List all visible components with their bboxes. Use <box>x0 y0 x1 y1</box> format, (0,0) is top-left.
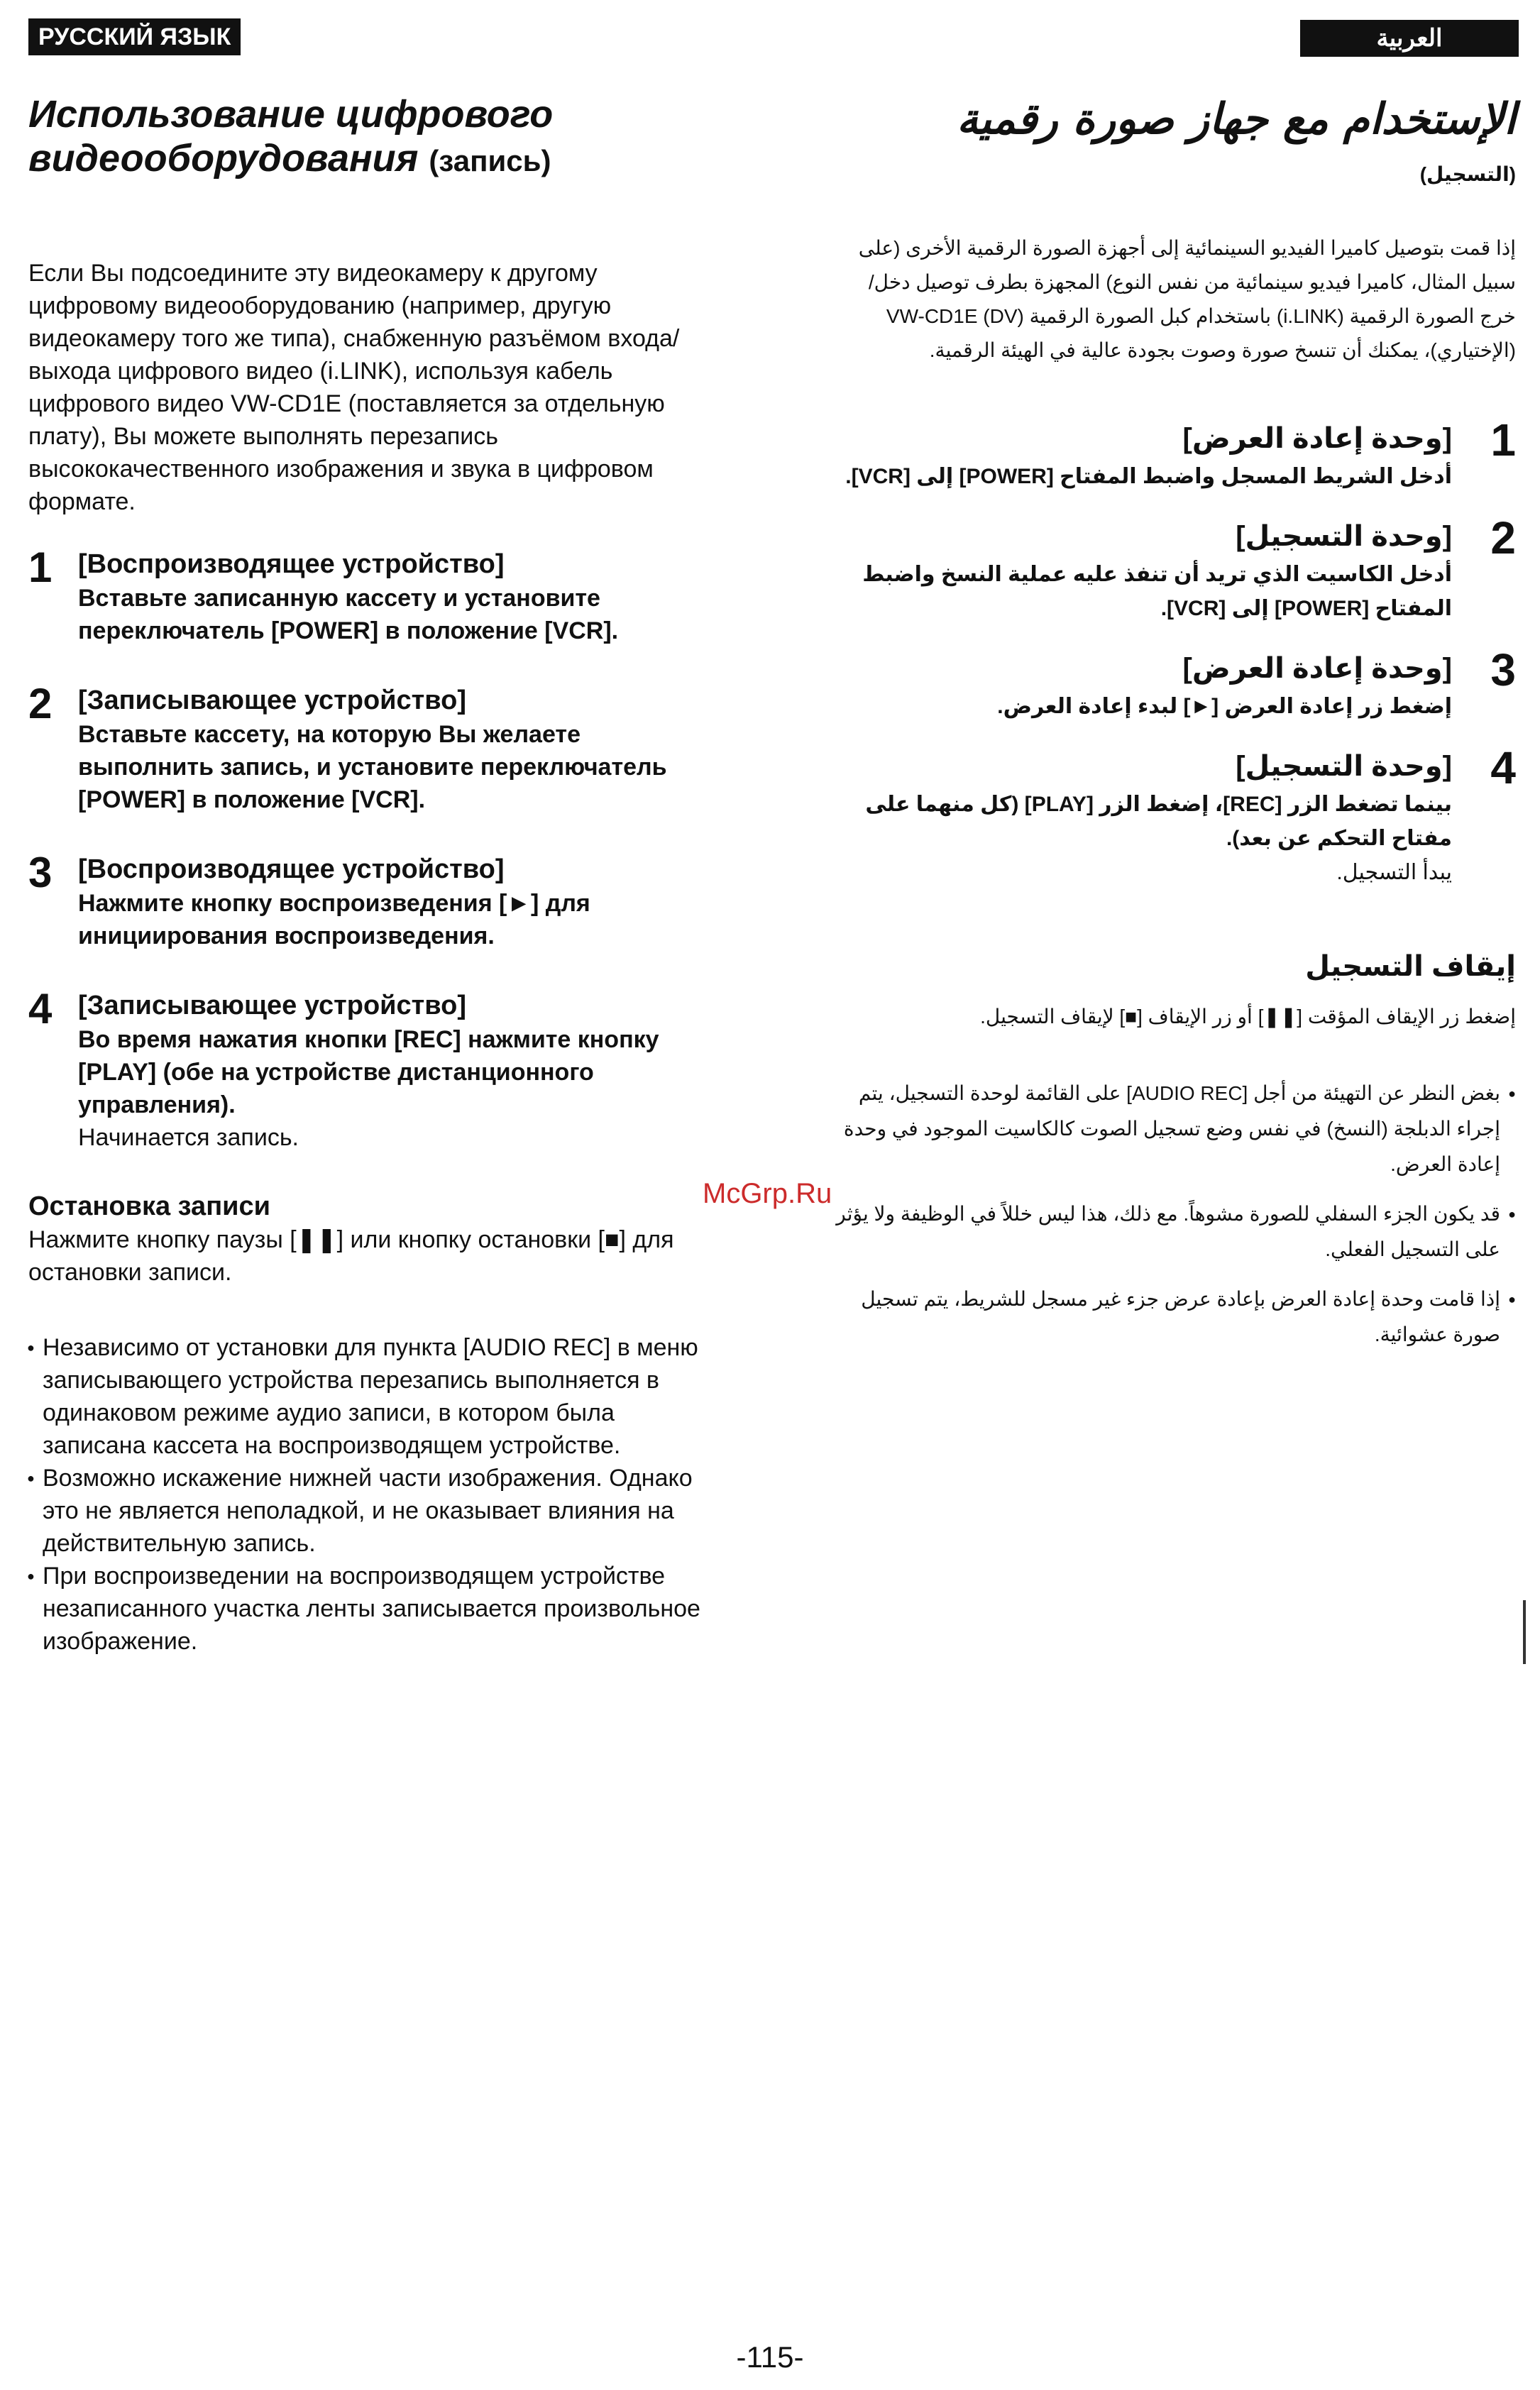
step-text: بينما تضغط الزر [REC]، إضغط الزر [PLAY] (كل منهما على مفتاح التحكم عن بعد). <box>865 793 1452 850</box>
title-line-2: видеооборудования <box>28 137 419 180</box>
stop-recording-title-ru: Остановка записи <box>28 1191 270 1221</box>
step-text: Вставьте кассету, на которую Вы желаете выполнить запись, и установите переключатель [POWER] в положение [VCR]. <box>78 721 667 813</box>
language-label-arabic: العربية <box>1300 20 1519 57</box>
page-number: -115- <box>736 2340 804 2374</box>
step-2-ar <box>835 512 1516 626</box>
russian-column <box>28 92 710 1658</box>
step-number: 3 <box>28 849 53 896</box>
step-text: Вставьте записанную кассету и установите переключатель [POWER] в положение [VCR]. <box>78 585 619 644</box>
step-note: Начинается запись. <box>78 1124 299 1151</box>
title-line-1: Использование цифрового <box>28 93 554 136</box>
step-heading: [Воспроизводящее устройство] <box>78 549 505 579</box>
note-item: ● При воспроизведении на воспроизводящем устройстве незаписанного участка ленты записывается произвольное изображение. <box>28 1560 710 1658</box>
step-text: Нажмите кнопку воспроизведения [►] для инициирования воспроизведения. <box>78 890 590 949</box>
step-1-ar <box>835 414 1516 494</box>
step-3-ar <box>835 644 1516 724</box>
note-item: ● إذا قامت وحدة إعادة العرض بإعادة عرض جزء غير مسجل للشريط، يتم تسجيل صورة عشوائية. <box>835 1282 1516 1353</box>
notes-list-ru <box>28 1331 710 1658</box>
step-number: 4 <box>28 985 53 1032</box>
step-number: 1 <box>1490 414 1516 466</box>
watermark: McGrp.Ru <box>703 1178 832 1209</box>
step-3-ru <box>28 849 710 952</box>
intro-paragraph-ru: Если Вы подсоедините эту видеокамеру к другому цифровому видеооборудованию (например, другую видеокамеру того же типа), снабженную разъёмом входа/выхода цифрового видео (i.LINK), используя кабель цифрового видео VW-CD1E (поставляется за отдельную плату), Вы можете выполнять перезапись высококачественного изображения и звука в цифровом формате. <box>28 260 680 515</box>
arabic-column <box>835 92 1516 1367</box>
step-4-ar <box>835 742 1516 890</box>
step-text: Во время нажатия кнопки [REC] нажмите кнопку [PLAY] (обе на устройстве дистанционного управления). <box>78 1026 659 1118</box>
step-heading: [وحدة التسجيل] <box>1236 751 1452 782</box>
page-title-ru <box>28 92 710 183</box>
step-number: 2 <box>1490 512 1516 563</box>
note-item: ● بغض النظر عن التهيئة من أجل [AUDIO REC] على القائمة لوحدة التسجيل، يتم إجراء الدبلجة (النسخ) في نفس وضع تسجيل الصوت كالكاسيت الموجود في وحدة إعادة العرض. <box>835 1076 1516 1182</box>
note-item: ● Независимо от установки для пункта [AUDIO REC] в меню записывающего устройства перезапись выполняется в одинаковом режиме аудио записи, в котором была записана кассета на воспроизводящем устройстве. <box>28 1331 710 1462</box>
page-subtitle-ar: (التسجيل) <box>1419 163 1516 185</box>
notes-list-ar <box>835 1076 1516 1353</box>
stop-recording-title-ar: إيقاف التسجيل <box>1305 951 1516 982</box>
step-note: يبدأ التسجيل. <box>1336 861 1452 884</box>
intro-paragraph-ar: إذا قمت بتوصيل كاميرا الفيديو السينمائية إلى أجهزة الصورة الرقمية الأخرى (على سبيل المثال، كاميرا فيديو سينمائية من نفس النوع) المجهزة بطرف توصيل دخل/خرج الصورة الرقمية (i.LINK) باستخدام كبل الصورة الرقمية VW-CD1E (DV) (الإختياري)، يمكنك أن تنسخ صورة وصوت بجودة عالية في الهيئة الرقمية. <box>858 237 1516 361</box>
step-2-ru <box>28 680 710 816</box>
note-item: ● Возможно искажение нижней части изображения. Однако это не является неполадкой, и не оказывает влияния на действительную запись. <box>28 1462 710 1560</box>
stop-recording-text-ar: إضغط زر الإيقاف المؤقت [❚❚] أو زر الإيقاف [■] لإيقاف التسجيل. <box>980 1006 1516 1028</box>
step-heading: [وحدة إعادة العرض] <box>1182 423 1452 454</box>
step-1-ru <box>28 546 710 647</box>
step-number: 2 <box>28 680 53 727</box>
step-heading: [Воспроизводящее устройство] <box>78 854 505 884</box>
note-item: ● قد يكون الجزء السفلي للصورة مشوهاً. مع ذلك، هذا ليس خللاً في الوظيفة ولا يؤثر على التسجيل الفعلي. <box>835 1196 1516 1267</box>
step-4-ru <box>28 985 710 1154</box>
step-number: 1 <box>28 544 53 591</box>
title-suffix: (запись) <box>429 144 551 177</box>
step-number: 3 <box>1490 644 1516 695</box>
step-heading: [وحدة التسجيل] <box>1236 521 1452 552</box>
step-heading: [Записывающее устройство] <box>78 991 467 1020</box>
step-number: 4 <box>1490 742 1516 793</box>
stop-recording-text-ru: Нажмите кнопку паузы [❚❚] или кнопку остановки [■] для остановки записи. <box>28 1226 674 1286</box>
step-text: أدخل الكاسيت الذي تريد أن تنفذ عليه عملية النسخ واضبط المفتاح [POWER] إلى [VCR]. <box>862 563 1452 620</box>
scan-edge-mark <box>1523 1600 1526 1664</box>
page-title-ar: الإستخدام مع جهاز صورة رقمية <box>957 94 1516 144</box>
step-text: إضغط زر إعادة العرض [►] لبدء إعادة العرض. <box>997 695 1452 718</box>
step-heading: [Записывающее устройство] <box>78 685 467 715</box>
step-heading: [وحدة إعادة العرض] <box>1182 653 1452 684</box>
step-text: أدخل الشريط المسجل واضبط المفتاح [POWER] إلى [VCR]. <box>845 465 1452 488</box>
language-label-russian: РУССКИЙ ЯЗЫК <box>28 18 241 55</box>
